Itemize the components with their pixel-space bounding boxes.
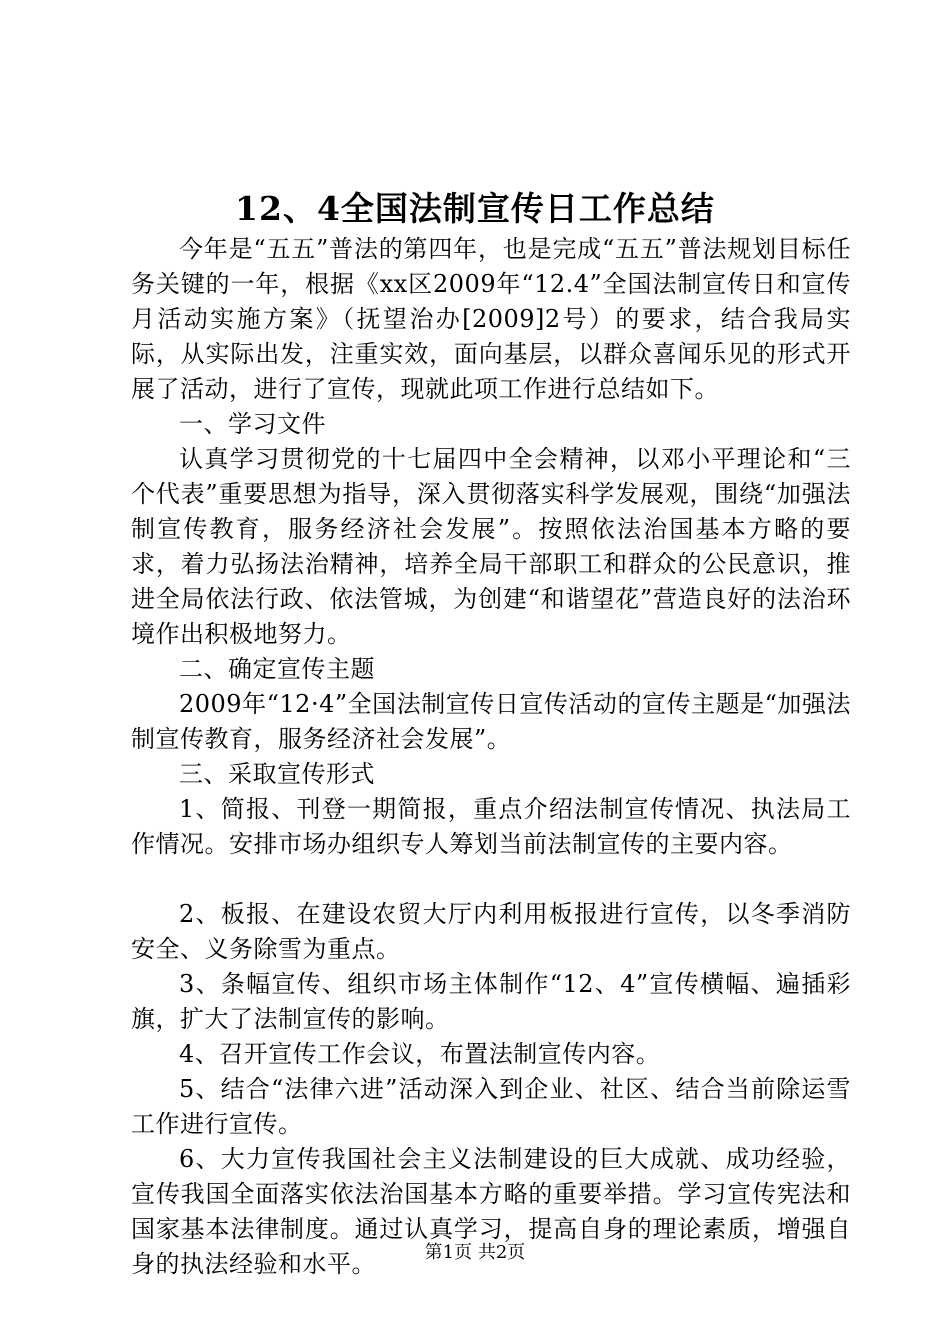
intro-paragraph: 今年是“五五”普法的第四年，也是完成“五五”普法规划目标任务关键的一年，根据《xx区2009年“12.4”全国法制宣传日和宣传月活动实施方案》（抚望治办[2009]2号）的要求，结合我局实际，从实际出发，注重实效，面向基层，以群众喜闻乐见的形式开展了活动，进行了宣传，现就此项工作进行总结如下。 [131, 235, 851, 403]
page-footer: 第1页 共2页 [424, 1242, 526, 1263]
list-item-blackboard: 2、板报、在建设农贸大厅内利用板报进行宣传，以冬季消防安全、义务除雪为重点。 [131, 900, 851, 963]
blank-line [131, 862, 851, 897]
list-item-six-entries: 5、结合“法律六进”活动深入到企业、社区、结合当前除运雪工作进行宣传。 [131, 1075, 851, 1138]
section-heading-study: 一、学习文件 [179, 410, 326, 438]
list-item-meeting: 4、召开宣传工作会议，布置法制宣传内容。 [179, 1040, 661, 1068]
section-heading-forms: 三、采取宣传形式 [179, 760, 375, 788]
list-item-banner: 3、条幅宣传、组织市场主体制作“12、4”宣传横幅、遍插彩旗，扩大了法制宣传的影响。 [131, 970, 851, 1033]
section-heading-theme: 二、确定宣传主题 [179, 655, 375, 683]
list-item-bulletin: 1、简报、刊登一期简报，重点介绍法制宣传情况、执法局工作情况。安排市场办组织专人筹划当前法制宣传的主要内容。 [131, 795, 851, 858]
study-paragraph: 认真学习贯彻党的十七届四中全会精神，以邓小平理论和“三个代表”重要思想为指导，深入贯彻落实科学发展观，围绕“加强法制宣传教育，服务经济社会发展”。按照依法治国基本方略的要求，着力弘扬法治精神，培养全局干部职工和群众的公民意识，推进全局依法行政、依法管城，为创建“和谐望花”营造良好的法治环境作出积极地努力。 [131, 445, 851, 648]
list-item-publicity: 6、大力宣传我国社会主义法制建设的巨大成就、成功经验，宣传我国全面落实依法治国基本方略的重要举措。学习宣传宪法和国家基本法律制度。通过认真学习，提高自身的理论素质，增强自身的执法经验和水平。 [131, 1145, 851, 1278]
theme-paragraph: 2009年“12·4”全国法制宣传日宣传活动的宣传主题是“加强法制宣传教育，服务经济社会发展”。 [131, 690, 851, 753]
document-body [131, 232, 851, 1282]
document-title: 12、4全国法制宣传日工作总结 [235, 189, 715, 228]
